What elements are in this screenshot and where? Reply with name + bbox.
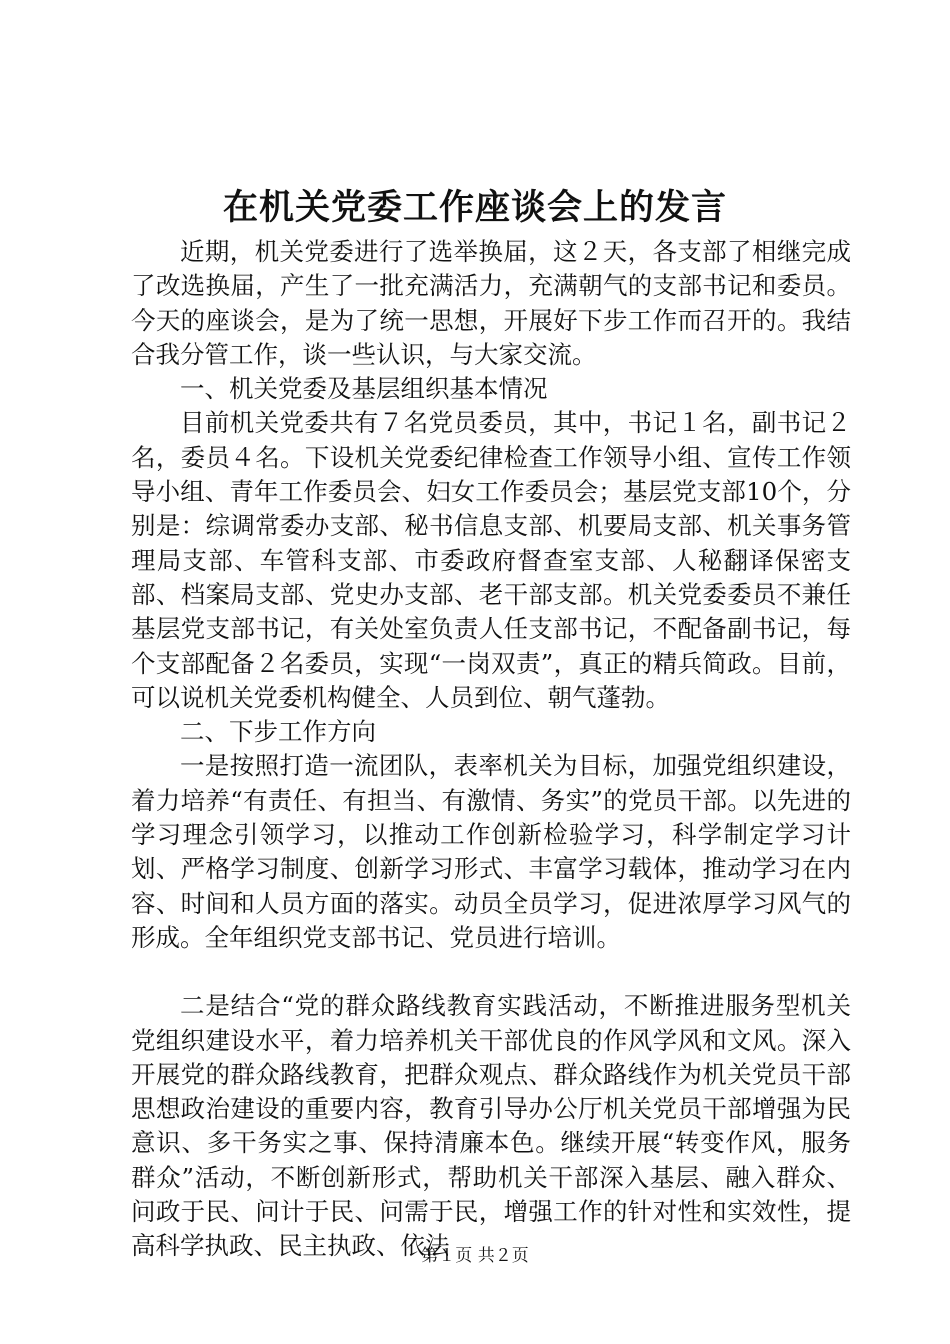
page-number-footer: 第１页 共２页 [421,1246,529,1266]
document-title: 在机关党委工作座谈会上的发言 [222,187,727,228]
section-heading-2: 二、下步工作方向 [180,717,376,747]
section-2-paragraph-2: 二是结合“党的群众路线教育实践活动，不断推进服务型机关党组织建设水平，着力培养机关干部优良的作风学风和文风。深入开展党的群众路线教育，把群众观点、群众路线作为机关党员干部思想政治建设的重要内容，教育引导办公厅机关党员干部增强为民意识、多干务实之事、保持清廉本色。继续开展“转变作风，服务群众”活动，不断创新形式，帮助机关干部深入基层、融入群众、问政于民、问计于民、问需于民，增强工作的针对性和实效性，提高科学执政、民主执政、依法 [131,991,851,1261]
section-2-paragraph-1: 一是按照打造一流团队，表率机关为目标，加强党组织建设，着力培养“有责任、有担当、有激情、务实”的党员干部。以先进的学习理念引领学习，以推动工作创新检验学习，科学制定学习计划、严格学习制度、创新学习形式、丰富学习载体，推动学习在内容、时间和人员方面的落实。动员全员学习，促进浓厚学习风气的形成。全年组织党支部书记、党员进行培训。 [131,751,851,952]
section-1-paragraph: 目前机关党委共有７名党员委员，其中，书记１名，副书记２名，委员４名。下设机关党委纪律检查工作领导小组、宣传工作领导小组、青年工作委员会、妇女工作委员会；基层党支部10个，分别是：综调常委办支部、秘书信息支部、机要局支部、机关事务管理局支部、车管科支部、市委政府督查室支部、人秘翻译保密支部、档案局支部、党史办支部、老干部支部。机关党委委员不兼任基层党支部书记，有关处室负责人任支部书记，不配备副书记，每个支部配备２名委员，实现“一岗双责”，真正的精兵简政。目前，可以说机关党委机构健全、人员到位、朝气蓬勃。 [131,408,851,712]
section-heading-1: 一、机关党委及基层组织基本情况 [180,374,548,404]
document-body [131,235,851,1264]
paragraph-spacer [131,955,851,989]
intro-paragraph: 近期，机关党委进行了选举换届，这２天，各支部了相继完成了改选换届，产生了一批充满活力，充满朝气的支部书记和委员。今天的座谈会，是为了统一思想，开展好下步工作而召开的。我结合我分管工作，谈一些认识，与大家交流。 [131,237,851,369]
